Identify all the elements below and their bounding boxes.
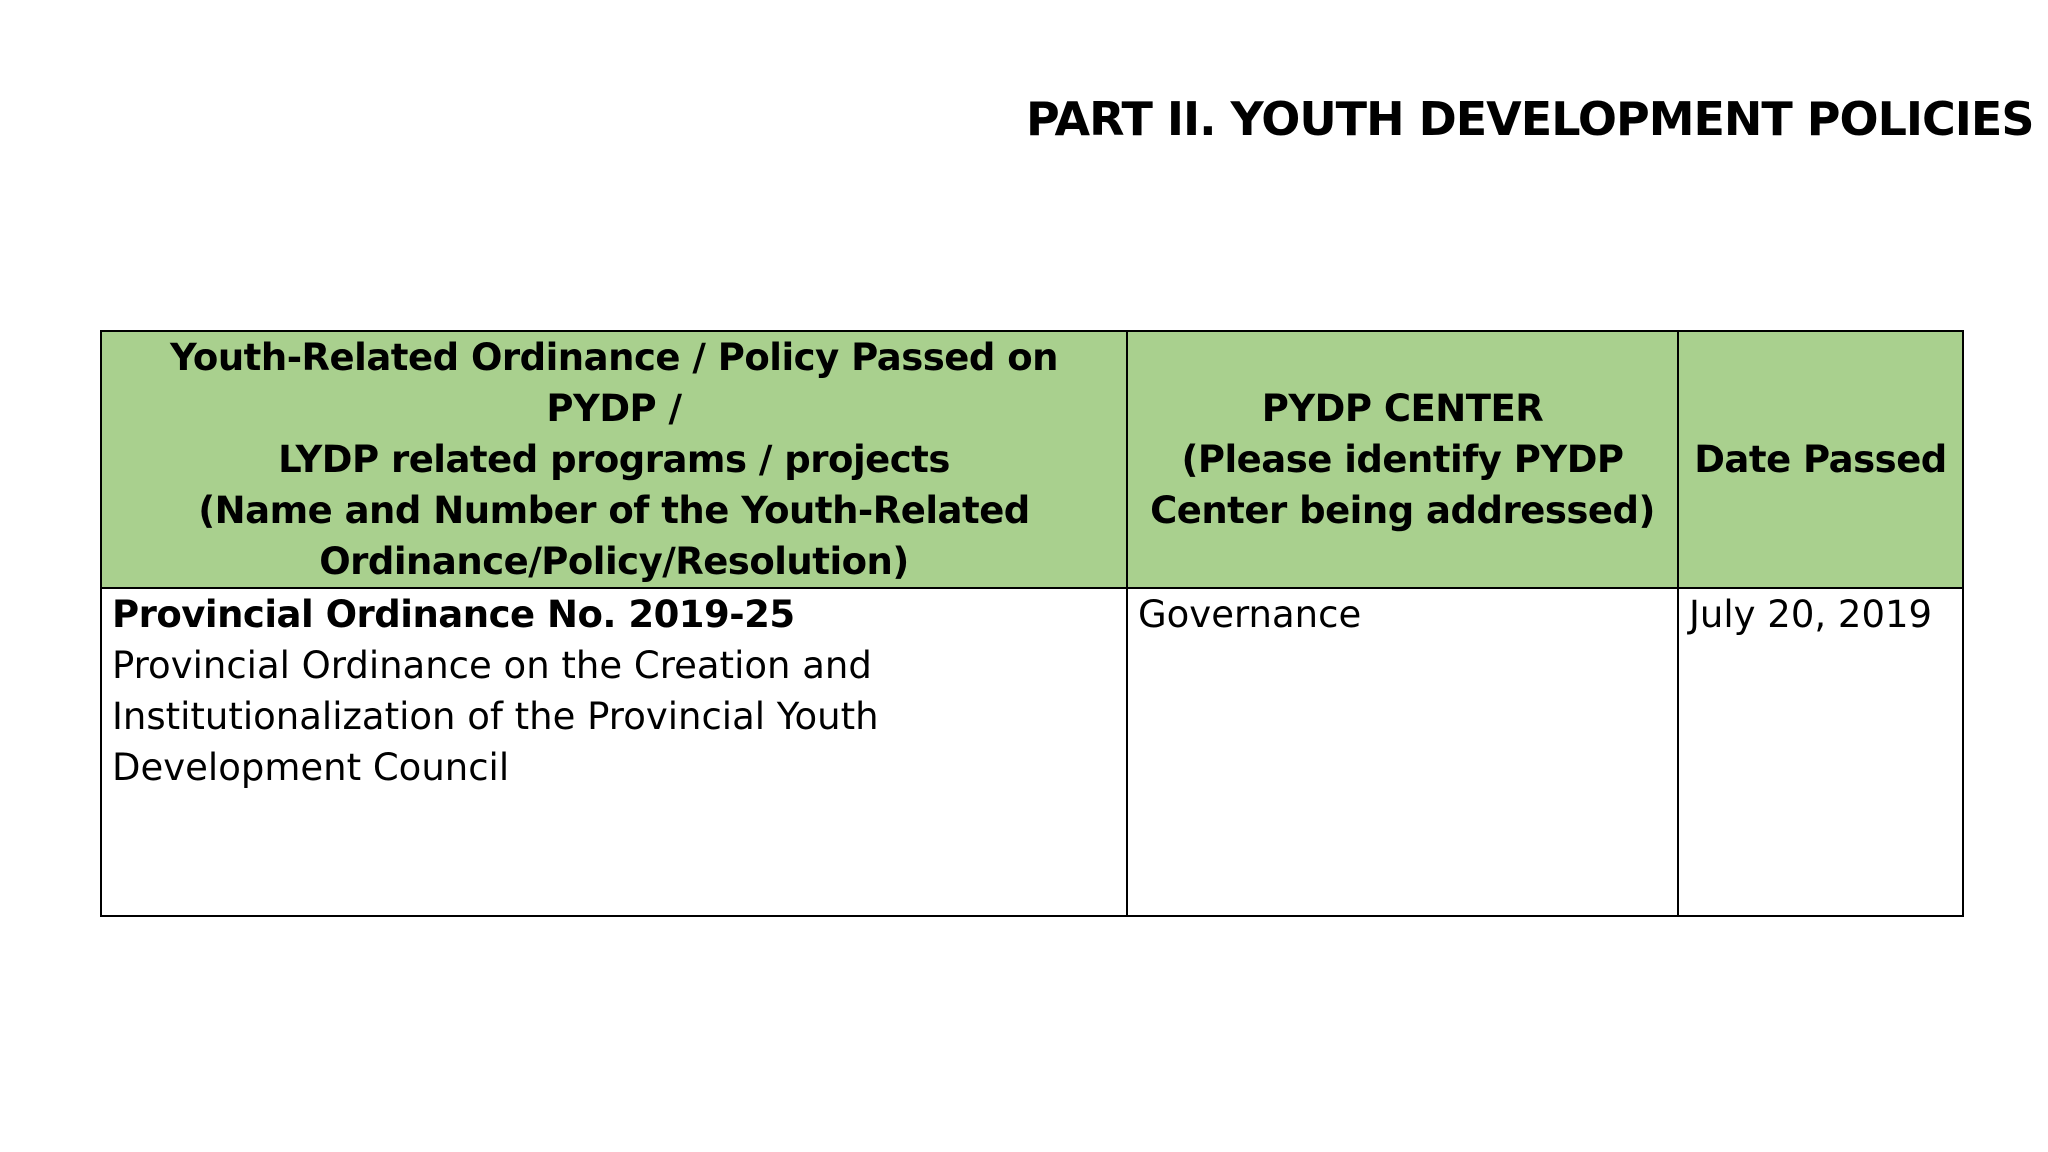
header-ordinance-line: (Name and Number of the Youth-Related [198,489,1030,532]
page-title: PART II. YOUTH DEVELOPMENT POLICIES [1026,92,2034,146]
header-ordinance-line: LYDP related programs / projects [278,438,950,481]
header-center-line: (Please identify PYDP [1181,438,1624,481]
policy-table [100,330,1964,917]
ordinance-number: Provincial Ordinance No. 2019-25 [112,593,795,636]
ordinance-description-line: Provincial Ordinance on the Creation and [112,644,872,687]
cell-ordinance [101,588,1127,916]
header-date-passed: Date Passed [1678,331,1963,588]
header-ordinance [101,331,1127,588]
header-center-line: Center being addressed) [1150,489,1655,532]
header-ordinance-line: Youth-Related Ordinance / Policy Passed on PYDP / [170,336,1058,430]
header-pydp-center [1127,331,1678,588]
ordinance-description-line: Institutionalization of the Provincial Youth [112,695,879,738]
table-row [101,588,1963,916]
header-center-line: PYDP CENTER [1261,387,1544,430]
cell-date-passed: July 20, 2019 [1678,588,1963,916]
table-header-row [101,331,1963,588]
ordinance-description [112,640,1116,793]
ordinance-description-line: Development Council [112,746,510,789]
header-ordinance-line: Ordinance/Policy/Resolution) [319,540,909,583]
cell-pydp-center: Governance [1127,588,1678,916]
